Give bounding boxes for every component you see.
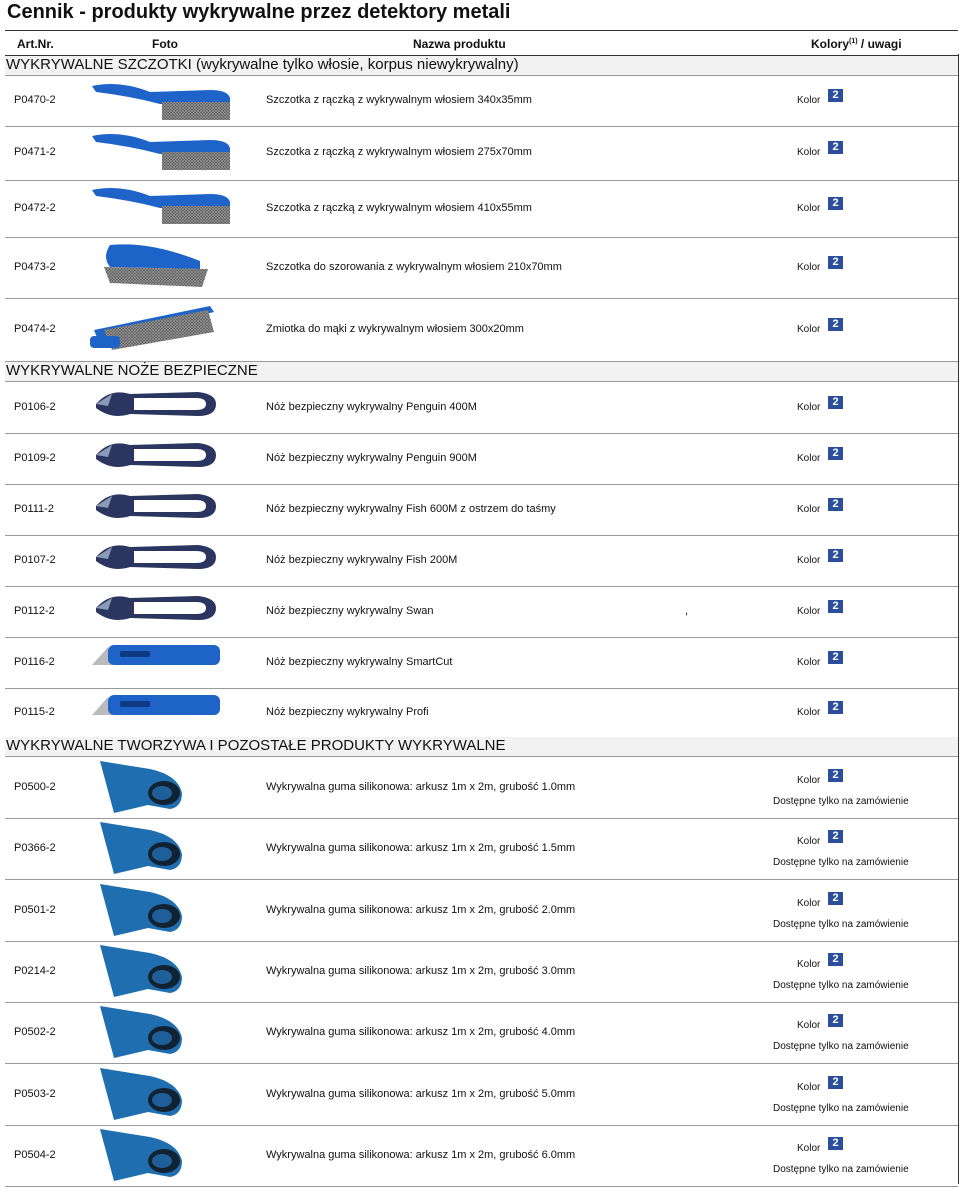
- rubber-sheet-icon: [90, 1004, 190, 1063]
- product-name: Zmiotka do mąki z wykrywalnym włosiem 300x20mm: [266, 323, 524, 335]
- rubber-sheet-icon: [90, 943, 190, 1002]
- section-heading: WYKRYWALNE TWORZYWA I POZOSTAŁE PRODUKTY WYKRYWALNE: [5, 737, 958, 757]
- color-number-badge: 2: [828, 892, 843, 905]
- safety-knife-icon: [90, 537, 220, 582]
- color-number-badge: 2: [828, 1014, 843, 1027]
- color-number-badge: 2: [828, 651, 843, 664]
- article-number: P0116-2: [14, 656, 55, 668]
- table-row: [5, 237, 958, 299]
- table-row: [5, 880, 958, 942]
- color-number-badge: 2: [828, 549, 843, 562]
- header-art: Art.Nr.: [17, 37, 54, 51]
- table-row: [5, 1064, 958, 1126]
- section-heading: WYKRYWALNE SZCZOTKI (wykrywalne tylko włosie, korpus niewykrywalny): [5, 56, 958, 76]
- table-row: [5, 1125, 958, 1187]
- product-name: Szczotka z rączką z wykrywalnym włosiem 410x55mm: [266, 202, 532, 214]
- product-name: Wykrywalna guma silikonowa: arkusz 1m x 2m, grubość 4.0mm: [266, 1026, 576, 1038]
- color-label: Kolor: [797, 1082, 821, 1093]
- rubber-sheet-icon: [90, 1127, 190, 1186]
- brush-icon: [90, 78, 260, 131]
- product-name: Wykrywalna guma silikonowa: arkusz 1m x 2m, grubość 5.0mm: [266, 1088, 576, 1100]
- table-row: [5, 757, 958, 819]
- article-number: P0106-2: [14, 401, 56, 413]
- color-number-badge: 2: [828, 953, 843, 966]
- color-label: Kolor: [797, 1020, 821, 1031]
- order-note: Dostępne tylko na zamówienie: [773, 1041, 909, 1052]
- scrub-brush-icon: [90, 239, 230, 297]
- color-number-badge: 2: [828, 1137, 843, 1150]
- rubber-sheet-icon: [90, 882, 190, 941]
- color-label: Kolor: [797, 836, 821, 847]
- utility-knife-icon: [90, 639, 230, 676]
- article-number: P0111-2: [14, 503, 54, 515]
- color-label: Kolor: [797, 147, 821, 158]
- color-label: Kolor: [797, 504, 821, 515]
- article-number: P0214-2: [14, 965, 56, 977]
- color-number-badge: 2: [828, 769, 843, 782]
- article-number: P0112-2: [14, 605, 55, 617]
- table-row: [5, 1002, 958, 1064]
- color-label: Kolor: [797, 657, 821, 668]
- section-heading: WYKRYWALNE NOŻE BEZPIECZNE: [5, 362, 958, 382]
- color-label: Kolor: [797, 555, 821, 566]
- header-foto: Foto: [152, 37, 178, 51]
- table-row: [5, 126, 958, 181]
- product-name: Nóż bezpieczny wykrywalny Fish 200M: [266, 554, 458, 566]
- brush-icon: [90, 182, 260, 235]
- product-name: Nóż bezpieczny wykrywalny SmartCut: [266, 656, 453, 668]
- table-row: [5, 687, 958, 739]
- safety-knife-icon: [90, 435, 220, 480]
- product-name: Szczotka z rączką z wykrywalnym włosiem 275x70mm: [266, 146, 532, 158]
- product-name: Wykrywalna guma silikonowa: arkusz 1m x 2m, grubość 1.5mm: [266, 842, 576, 854]
- article-number: P0470-2: [14, 94, 56, 106]
- color-label: Kolor: [797, 775, 821, 786]
- page-title: Cennik - produkty wykrywalne przez detektory metali: [7, 1, 511, 23]
- color-number-badge: 2: [828, 318, 843, 331]
- article-number: P0366-2: [14, 842, 56, 854]
- color-label: Kolor: [797, 898, 821, 909]
- article-number: P0109-2: [14, 452, 56, 464]
- table-row: [5, 586, 958, 638]
- color-label: Kolor: [797, 262, 821, 273]
- table-row: [5, 382, 958, 434]
- table-row: [5, 535, 958, 587]
- article-number: P0504-2: [14, 1149, 56, 1161]
- color-number-badge: 2: [828, 1076, 843, 1089]
- article-number: P0500-2: [14, 781, 56, 793]
- table-row: [5, 298, 958, 362]
- color-label: Kolor: [797, 95, 821, 106]
- color-number-badge: 2: [828, 701, 843, 714]
- order-note: Dostępne tylko na zamówienie: [773, 1103, 909, 1114]
- color-label: Kolor: [797, 203, 821, 214]
- safety-knife-icon: [90, 486, 220, 531]
- article-number: P0472-2: [14, 202, 56, 214]
- product-name: Wykrywalna guma silikonowa: arkusz 1m x 2m, grubość 2.0mm: [266, 904, 576, 916]
- header-kolory: Kolory$^{(1)}$ / uwagi: [811, 37, 902, 51]
- color-label: Kolor: [797, 1143, 821, 1154]
- safety-knife-icon: [90, 588, 220, 633]
- color-label: Kolor: [797, 959, 821, 970]
- table-row: [5, 941, 958, 1003]
- article-number: P0501-2: [14, 904, 56, 916]
- rubber-sheet-icon: [90, 1066, 190, 1125]
- product-name: Nóż bezpieczny wykrywalny Profi: [266, 706, 429, 718]
- flour-brush-icon: [90, 300, 220, 358]
- product-name: Szczotka z rączką z wykrywalnym włosiem 340x35mm: [266, 94, 532, 106]
- color-label: Kolor: [797, 707, 821, 718]
- utility-knife-icon: [90, 689, 230, 726]
- table-row: [5, 484, 958, 536]
- brush-icon: [90, 128, 260, 181]
- table-row: [5, 76, 958, 127]
- color-label: Kolor: [797, 324, 821, 335]
- color-number-badge: 2: [828, 396, 843, 409]
- table-row: [5, 180, 958, 238]
- article-number: P0115-2: [14, 706, 55, 718]
- product-name: Nóż bezpieczny wykrywalny Penguin 400M: [266, 401, 477, 413]
- rubber-sheet-icon: [90, 820, 190, 879]
- product-name: Nóż bezpieczny wykrywalny Fish 600M z ostrzem do taśmy: [266, 503, 556, 515]
- table-header: [5, 30, 958, 56]
- rubber-sheet-icon: [90, 759, 190, 818]
- table-row: [5, 637, 958, 689]
- product-name: Nóż bezpieczny wykrywalny Penguin 900M: [266, 452, 477, 464]
- article-number: P0471-2: [14, 146, 56, 158]
- product-name: Nóż bezpieczny wykrywalny Swan: [266, 605, 434, 617]
- table-border: [958, 54, 959, 1184]
- article-number: P0502-2: [14, 1026, 56, 1038]
- safety-knife-icon: [90, 384, 220, 429]
- color-label: Kolor: [797, 453, 821, 464]
- table-row: [5, 433, 958, 485]
- article-number: P0503-2: [14, 1088, 56, 1100]
- color-number-badge: 2: [828, 141, 843, 154]
- color-number-badge: 2: [828, 830, 843, 843]
- order-note: Dostępne tylko na zamówienie: [773, 796, 909, 807]
- table-row: [5, 818, 958, 880]
- stray-comma: ,: [685, 605, 689, 617]
- order-note: Dostępne tylko na zamówienie: [773, 857, 909, 868]
- product-name: Wykrywalna guma silikonowa: arkusz 1m x 2m, grubość 3.0mm: [266, 965, 576, 977]
- article-number: P0473-2: [14, 261, 56, 273]
- article-number: P0107-2: [14, 554, 56, 566]
- product-name: Szczotka do szorowania z wykrywalnym włosiem 210x70mm: [266, 261, 562, 273]
- header-nazwa: Nazwa produktu: [413, 37, 506, 51]
- color-number-badge: 2: [828, 256, 843, 269]
- product-name: Wykrywalna guma silikonowa: arkusz 1m x 2m, grubość 6.0mm: [266, 1149, 576, 1161]
- color-number-badge: 2: [828, 89, 843, 102]
- color-label: Kolor: [797, 402, 821, 413]
- color-label: Kolor: [797, 606, 821, 617]
- color-number-badge: 2: [828, 498, 843, 511]
- article-number: P0474-2: [14, 323, 56, 335]
- product-name: Wykrywalna guma silikonowa: arkusz 1m x 2m, grubość 1.0mm: [266, 781, 576, 793]
- color-number-badge: 2: [828, 197, 843, 210]
- order-note: Dostępne tylko na zamówienie: [773, 919, 909, 930]
- color-number-badge: 2: [828, 600, 843, 613]
- order-note: Dostępne tylko na zamówienie: [773, 1164, 909, 1175]
- color-number-badge: 2: [828, 447, 843, 460]
- order-note: Dostępne tylko na zamówienie: [773, 980, 909, 991]
